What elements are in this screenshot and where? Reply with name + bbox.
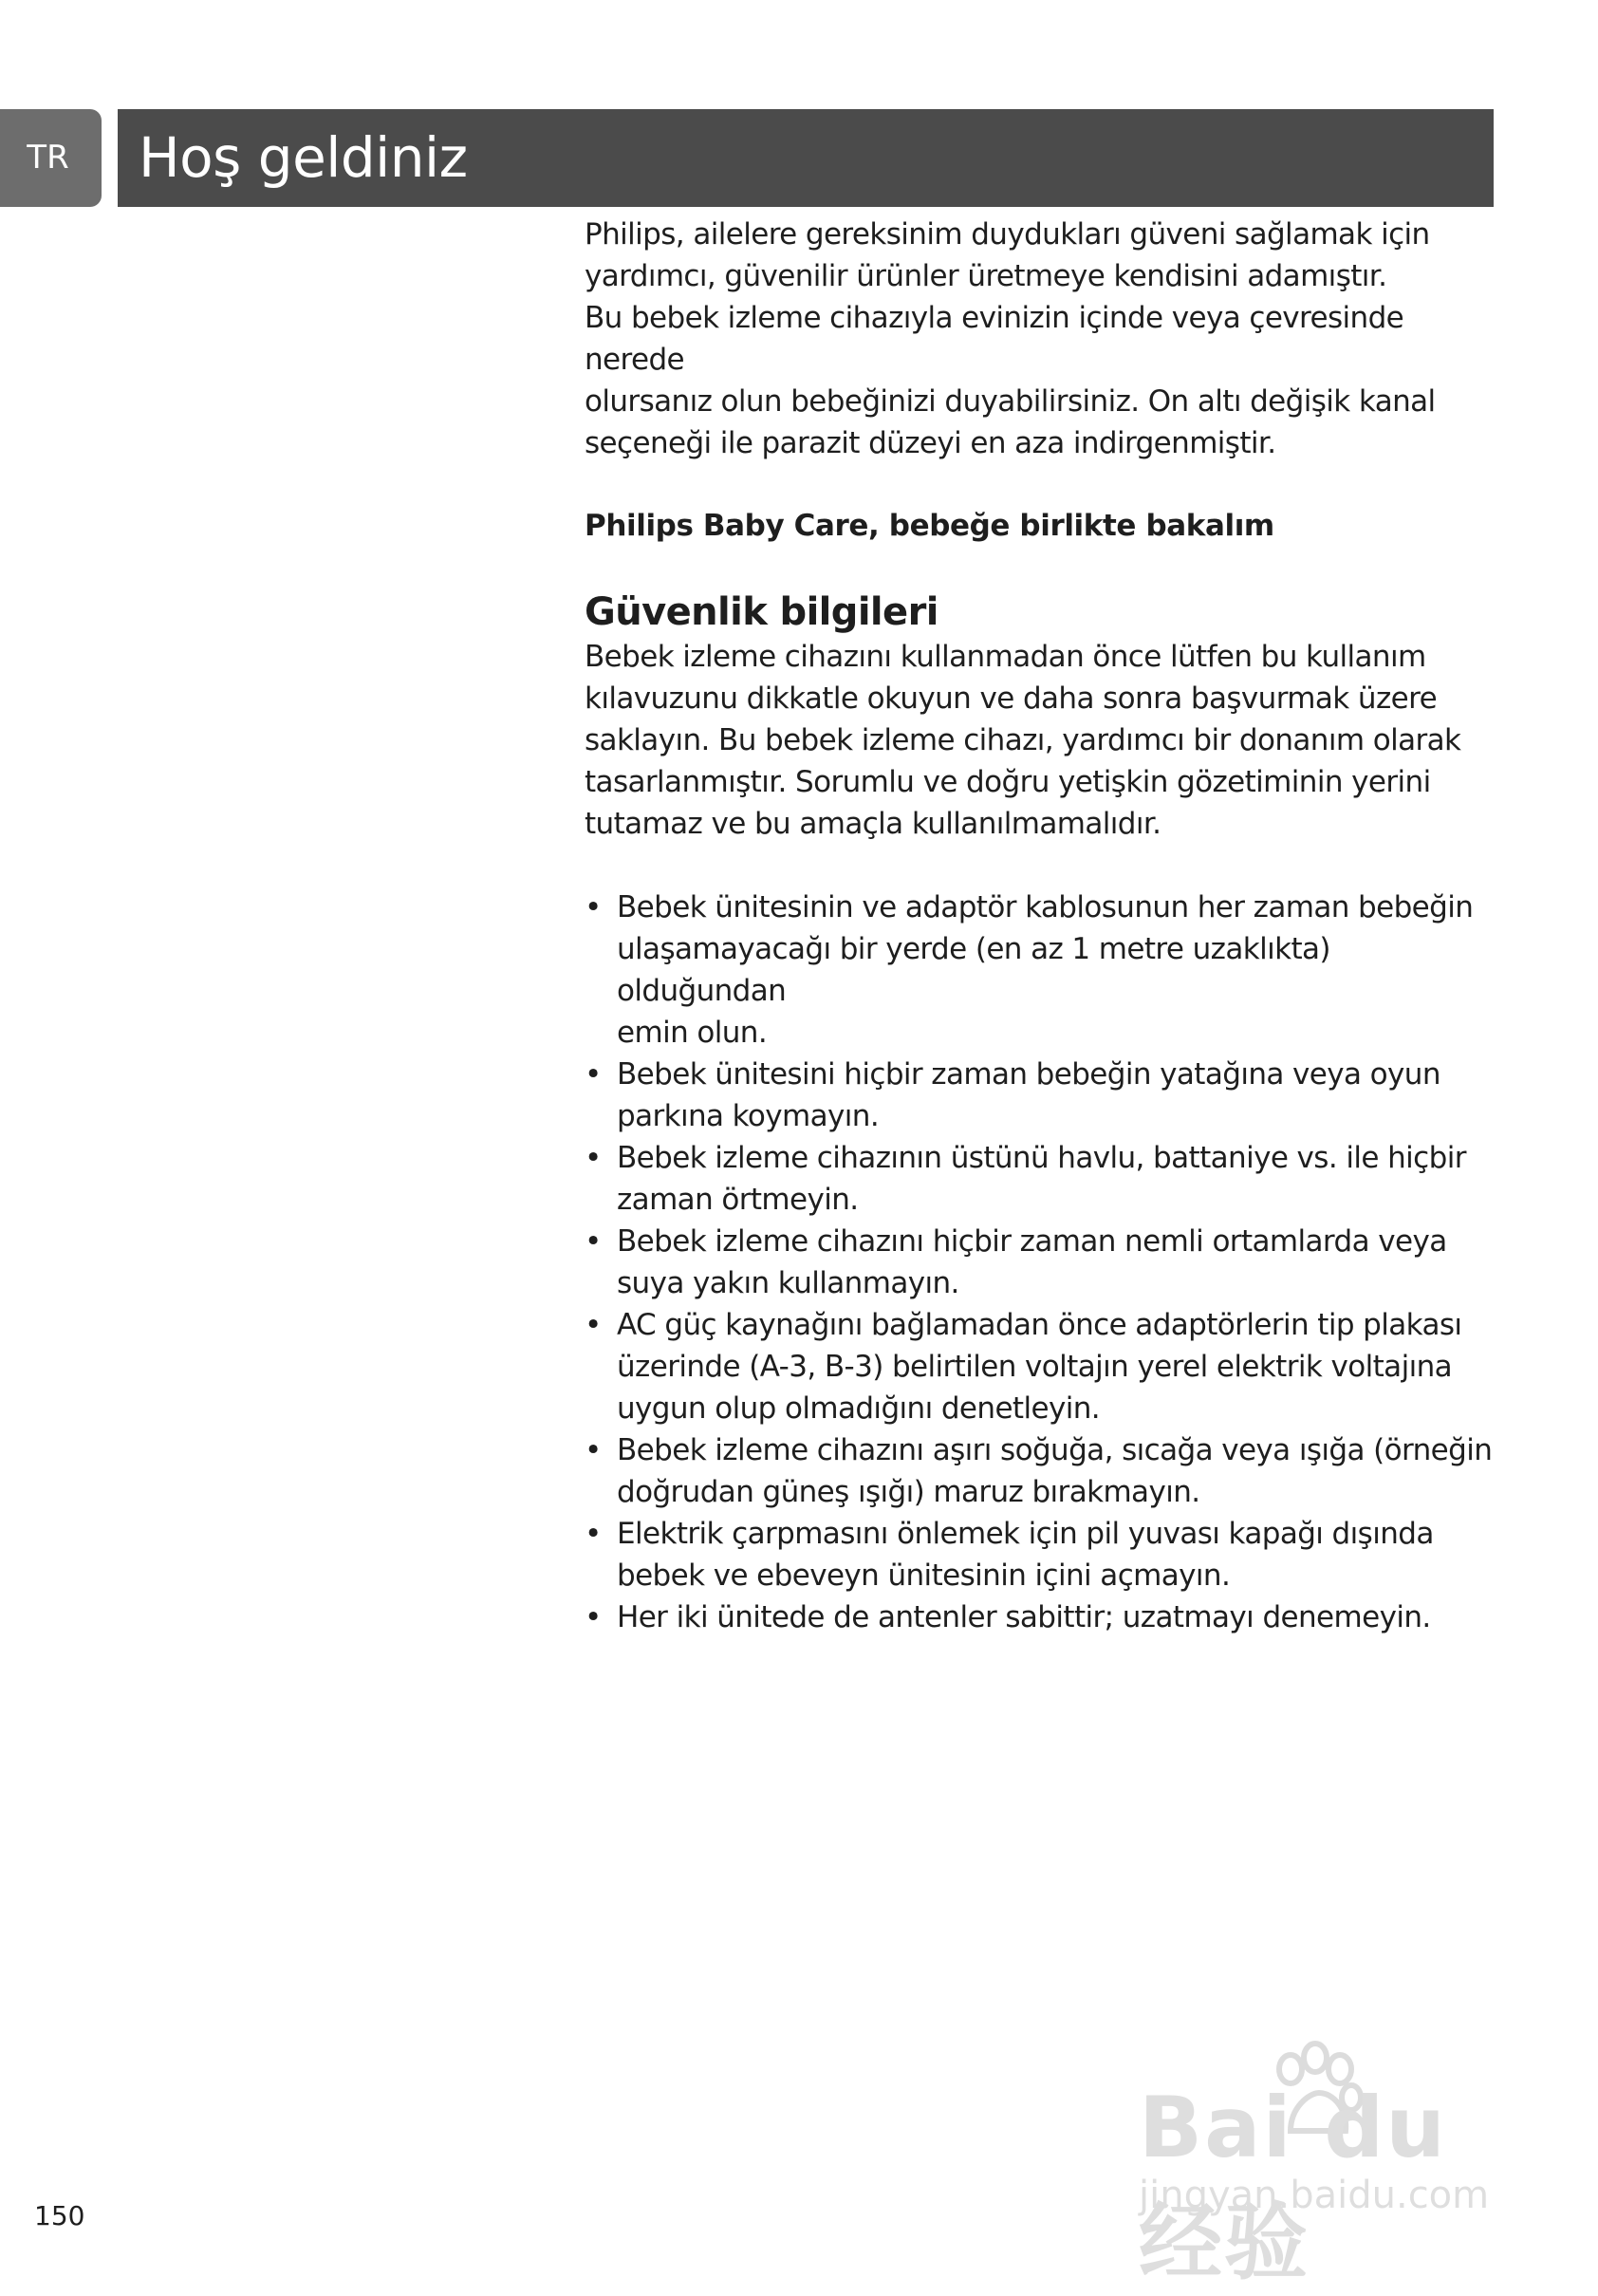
watermark-url: jingyan.baidu.com (1139, 2174, 1490, 2217)
list-item (585, 1304, 1496, 1429)
list-item-line: Bebek izleme cihazını hiçbir zaman nemli ortamlarda veya (617, 1224, 1447, 1259)
list-item-line: uygun olup olmadığını denetleyin. (617, 1391, 1101, 1426)
bullet-icon: • (585, 1517, 602, 1551)
page-number: 150 (34, 2200, 85, 2231)
safety-bullet-list (585, 887, 1496, 1638)
list-item-line: parkına koymayın. (617, 1099, 880, 1133)
list-item-line: AC güç kaynağını bağlamadan önce adaptörlerin tip plakası (617, 1308, 1462, 1342)
intro-line: yardımcı, güvenilir ürünler üretmeye kendisini adamıştır. (585, 259, 1387, 293)
list-item-line: üzerinde (A-3, B-3) belirtilen voltajın yerel elektrik voltajına (617, 1350, 1453, 1384)
list-item-line: doğrudan güneş ışığı) maruz bırakmayın. (617, 1475, 1200, 1509)
bullet-icon: • (585, 1057, 602, 1092)
section-title-safety: Güvenlik bilgileri (585, 590, 938, 634)
safety-line: tasarlanmıştır. Sorumlu ve doğru yetişkin gözetiminin yerini (585, 765, 1431, 799)
intro-line: Bu bebek izleme cihazıyla evinizin içinde veya çevresinde nerede (585, 301, 1404, 377)
tagline: Philips Baby Care, bebeğe birlikte bakalım (585, 509, 1274, 543)
intro-line: seçeneği ile parazit düzeyi en aza indirgenmiştir. (585, 426, 1276, 460)
bullet-icon: • (585, 1141, 602, 1175)
list-item (585, 887, 1496, 1054)
intro-line: olursanız olun bebeğinizi duyabilirsiniz. On altı değişik kanal (585, 384, 1436, 419)
intro-line: Philips, ailelere gereksinim duydukları güveni sağlamak için (585, 217, 1430, 252)
safety-line: tutamaz ve bu amaçla kullanılmamalıdır. (585, 807, 1161, 841)
watermark-main: Bai du 经验 (1139, 2079, 1447, 2291)
list-item (585, 1137, 1496, 1221)
list-item-line: emin olun. (617, 1016, 768, 1050)
list-item-line: Her iki ünitede de antenler sabittir; uzatmayı denemeyin. (617, 1600, 1431, 1634)
bullet-icon: • (585, 1600, 602, 1634)
safety-line: saklayın. Bu bebek izleme cihazı, yardımcı bir donanım olarak (585, 723, 1461, 757)
list-item (585, 1513, 1496, 1596)
list-item-line: bebek ve ebeveyn ünitesinin içini açmayın. (617, 1559, 1231, 1593)
bullet-icon: • (585, 890, 602, 924)
list-item (585, 1429, 1496, 1513)
list-item-line: ulaşamayacağı bir yerde (en az 1 metre uzaklıkta) olduğundan (617, 932, 1330, 1008)
safety-line: Bebek izleme cihazını kullanmadan önce lütfen bu kullanım (585, 640, 1426, 674)
list-item-line: zaman örtmeyin. (617, 1183, 859, 1217)
language-tab: TR (0, 109, 102, 207)
bullet-icon: • (585, 1433, 602, 1467)
bullet-icon: • (585, 1224, 602, 1259)
safety-line: kılavuzunu dikkatle okuyun ve daha sonra başvurmak üzere (585, 681, 1438, 716)
list-item-line: Elektrik çarpmasını önlemek için pil yuvası kapağı dışında (617, 1517, 1434, 1551)
bullet-icon: • (585, 1308, 602, 1342)
list-item-line: Bebek izleme cihazını aşırı soğuğa, sıcağa veya ışığa (örneğin (617, 1433, 1493, 1467)
list-item (585, 1596, 1496, 1638)
main-content (585, 214, 1496, 1638)
list-item (585, 1221, 1496, 1304)
list-item-line: Bebek izleme cihazının üstünü havlu, battaniye vs. ile hiçbir (617, 1141, 1466, 1175)
page-title: Hoş geldiniz (139, 125, 468, 190)
list-item (585, 1054, 1496, 1137)
list-item-line: Bebek ünitesini hiçbir zaman bebeğin yatağına veya oyun (617, 1057, 1440, 1092)
baidu-watermark (1120, 2041, 1518, 2291)
list-item-line: suya yakın kullanmayın. (617, 1266, 959, 1300)
title-bar (118, 109, 1494, 207)
list-item-line: Bebek ünitesinin ve adaptör kablosunun her zaman bebeğin (617, 890, 1474, 924)
